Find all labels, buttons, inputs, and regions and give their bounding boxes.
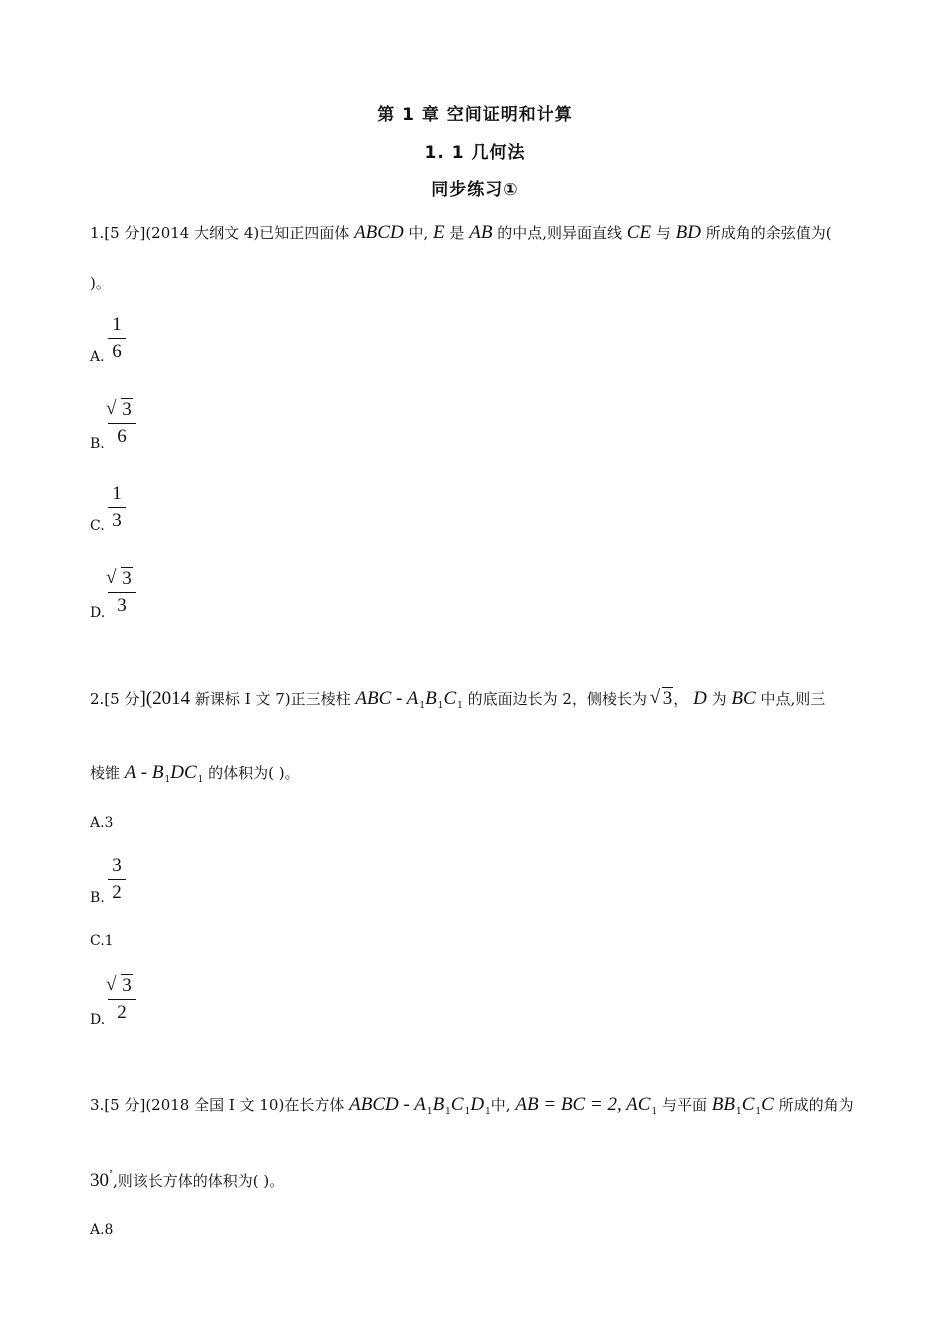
q2-option-a: A.3 <box>90 815 114 831</box>
sqrt-symbol: √ 3 <box>652 688 674 709</box>
sqrt-symbol: √ 3 <box>108 568 136 590</box>
q1-option-c-fraction: 1 3 <box>108 483 126 532</box>
question-1-stem: 1.[5 分](2014 大纲文 4)已知正四面体 ABCD 中, E 是 AB 的中点,则异面直线 CE 与 BD 所成角的余弦值为( <box>90 222 832 243</box>
section-title: 1. 1 几何法 <box>424 143 526 163</box>
question-2-stem: 2.[5 分](2014 新课标 Ⅰ 文 7)正三棱柱 ABC - $A_1B_1C_1$ 的底面边长为 2，侧棱长为 √ 3， D 为 BC 中点,则三 <box>90 688 825 710</box>
q1-option-c-label: C. <box>90 518 105 534</box>
q2-option-d-fraction: √ 3 2 <box>108 975 136 1024</box>
q1-option-d-fraction: √ 3 3 <box>108 568 136 617</box>
q2-option-d-label: D. <box>90 1012 106 1028</box>
sqrt-symbol: √ 3 <box>108 975 136 997</box>
q1-option-b-label: B. <box>90 436 105 452</box>
question-3-stem: 3.[5 分](2018 全国 Ⅰ 文 10)在长方体 ABCD - $A_1B_1C_1D_1$中, AB = BC = 2, $AC_1$ 与平面 $BB_1C_1C$ 所成的角为 <box>90 1094 854 1117</box>
sqrt-symbol: √ 3 <box>108 399 136 421</box>
q1-option-a-label: A. <box>90 349 105 365</box>
chapter-title: 第 1 章 空间证明和计算 <box>377 105 573 125</box>
question-2-stem-cont: 棱锥 A - $B_1DC_1$ 的体积为( )。 <box>90 762 300 785</box>
q1-option-b-fraction: √ 3 6 <box>108 399 136 448</box>
q2-option-b-fraction: 3 2 <box>108 855 126 904</box>
question-1-stem-end: )。 <box>90 274 111 292</box>
question-3-stem-cont: 30°,则该长方体的体积为( )。 <box>90 1169 285 1191</box>
q2-option-c: C.1 <box>90 933 114 949</box>
q1-option-d-label: D. <box>90 605 106 621</box>
q1-option-a-fraction: 1 6 <box>108 314 126 363</box>
q3-option-a: A.8 <box>90 1222 114 1238</box>
q2-option-b-label: B. <box>90 890 105 906</box>
exercise-title: 同步练习① <box>431 180 519 200</box>
